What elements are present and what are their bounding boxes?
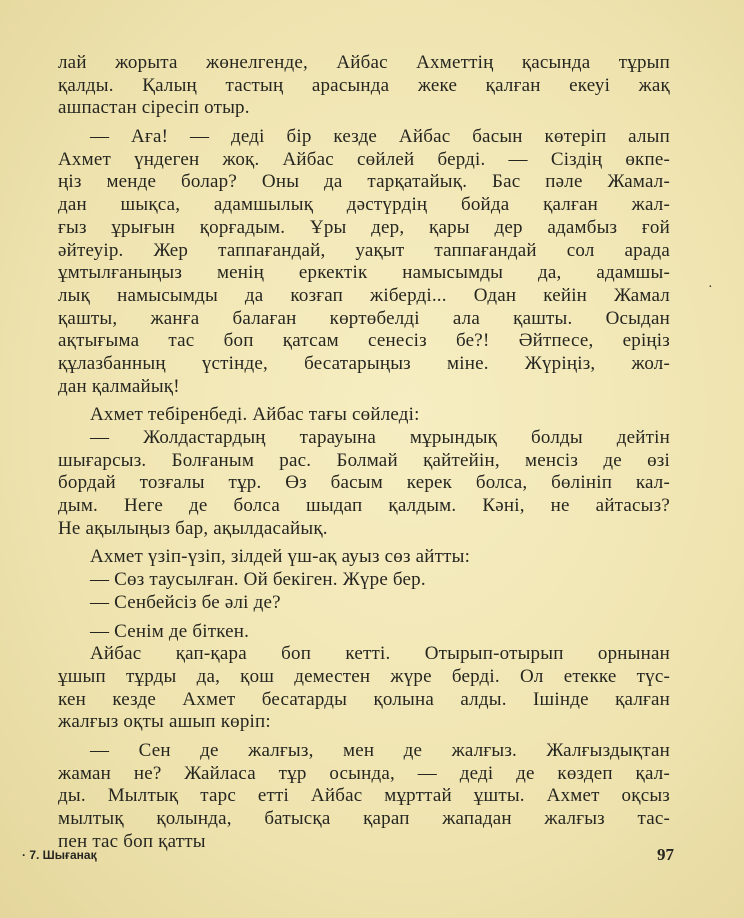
text-line-21: Не ақылыңыз бар, ақылдасайық.: [58, 517, 328, 539]
text-line-16: Ахмет тебіренбеді. Айбас тағы сөйледі:: [90, 404, 420, 426]
text-line-28: кен кезде Ахмет бесатарды қолына алды. Ішінде қалған: [58, 688, 670, 710]
text-line-5: Ахмет үндеген жоқ. Айбас сөйлей берді. — Сіздің өкпе-: [58, 148, 670, 170]
text-line-18: шығарсыз. Болғаным рас. Болмай қайтейін, менсіз де өзі: [58, 449, 670, 471]
text-line-3: ашпастан сіресіп отыр.: [58, 97, 250, 119]
text-line-23: — Сөз таусылған. Ой бекіген. Жүре бер.: [90, 569, 426, 591]
text-line-27: ұшып тұрды да, қош деместен жүре берді. Ол етекке түс-: [58, 665, 670, 687]
page-number: 97: [657, 845, 674, 864]
text-line-1: лай жорыта жөнелгенде, Айбас Ахметтің қасында тұрып: [58, 52, 670, 73]
text-line-31: жаман не? Жайласа тұр осында, — деді де көздеп қал-: [58, 762, 670, 784]
text-line-9: әйтеуір. Жер таппағандай, уақыт таппағандай сол арада: [58, 239, 670, 261]
text-line-11: лық намысымды да козғап жіберді... Одан кейін Жамал: [58, 284, 670, 306]
text-line-2: қалды. Қалың тастың арасында жеке қалған екеуі жақ: [58, 74, 670, 96]
text-line-7: дан шықса, адамшылық дәстүрдің бойда қалған жал-: [58, 194, 670, 216]
text-line-25: — Сенім де біткен.: [90, 620, 250, 642]
text-line-13: ақтығыма тас боп қатсам сенесіз бе?! Әйтпесе, еріңіз: [58, 330, 670, 352]
text-line-24: — Сенбейсіз бе әлі де?: [90, 591, 281, 613]
text-line-30: — Сен де жалғыз, мен де жалғыз. Жалғыздықтан: [90, 739, 670, 761]
text-body: [58, 52, 670, 853]
text-line-4: — Аға! — деді бір кезде Айбас басын көтеріп алып: [90, 126, 670, 148]
text-line-32: ды. Мылтық тарс етті Айбас мұрттай ұшты. Ахмет оқсыз: [58, 785, 670, 807]
text-line-10: ұмтылғаныңыз менің еркектік намысымды да, адамшы-: [58, 262, 670, 284]
text-line-34: пен тас боп қатты: [58, 830, 206, 852]
text-line-14: құлазбанның үстінде, бесатарыңыз міне. Жүріңіз, жол-: [58, 352, 670, 374]
margin-mark: ·: [708, 280, 713, 295]
text-line-15: дан қалмайық!: [58, 375, 180, 397]
page-footer: [22, 843, 674, 867]
printer-signature: · 7. Шығанақ: [22, 848, 97, 862]
text-line-22: Ахмет үзіп-үзіп, зілдей үш-ақ ауыз сөз айтты:: [90, 546, 471, 568]
text-line-33: мылтық қолында, батысқа қарап жападан жалғыз тас-: [58, 808, 670, 829]
text-line-29: жалғыз оқты ашып көріп:: [58, 711, 271, 733]
text-line-17: — Жолдастардың тарауына мұрындық болды дейтін: [90, 427, 670, 448]
text-line-20: дым. Неге де болса шыдап қалдым. Кәні, не айтасыз?: [58, 495, 670, 517]
text-line-19: бордай тозғалы тұр. Өз басым керек болса, бөлініп кал-: [58, 472, 670, 494]
text-line-6: ңіз менде болар? Оны да тарқатайық. Бас пәле Жамал-: [58, 171, 670, 193]
text-line-12: қашты, жанға балаған көртөбелді ала қашты. Осыдан: [58, 307, 670, 329]
text-line-8: ғыз ұрығын қорғадым. Ұры дер, қары дер адамбыз ғой: [58, 216, 670, 238]
text-line-26: Айбас қап-қара боп кетті. Отырып-отырып орнынан: [90, 643, 670, 665]
